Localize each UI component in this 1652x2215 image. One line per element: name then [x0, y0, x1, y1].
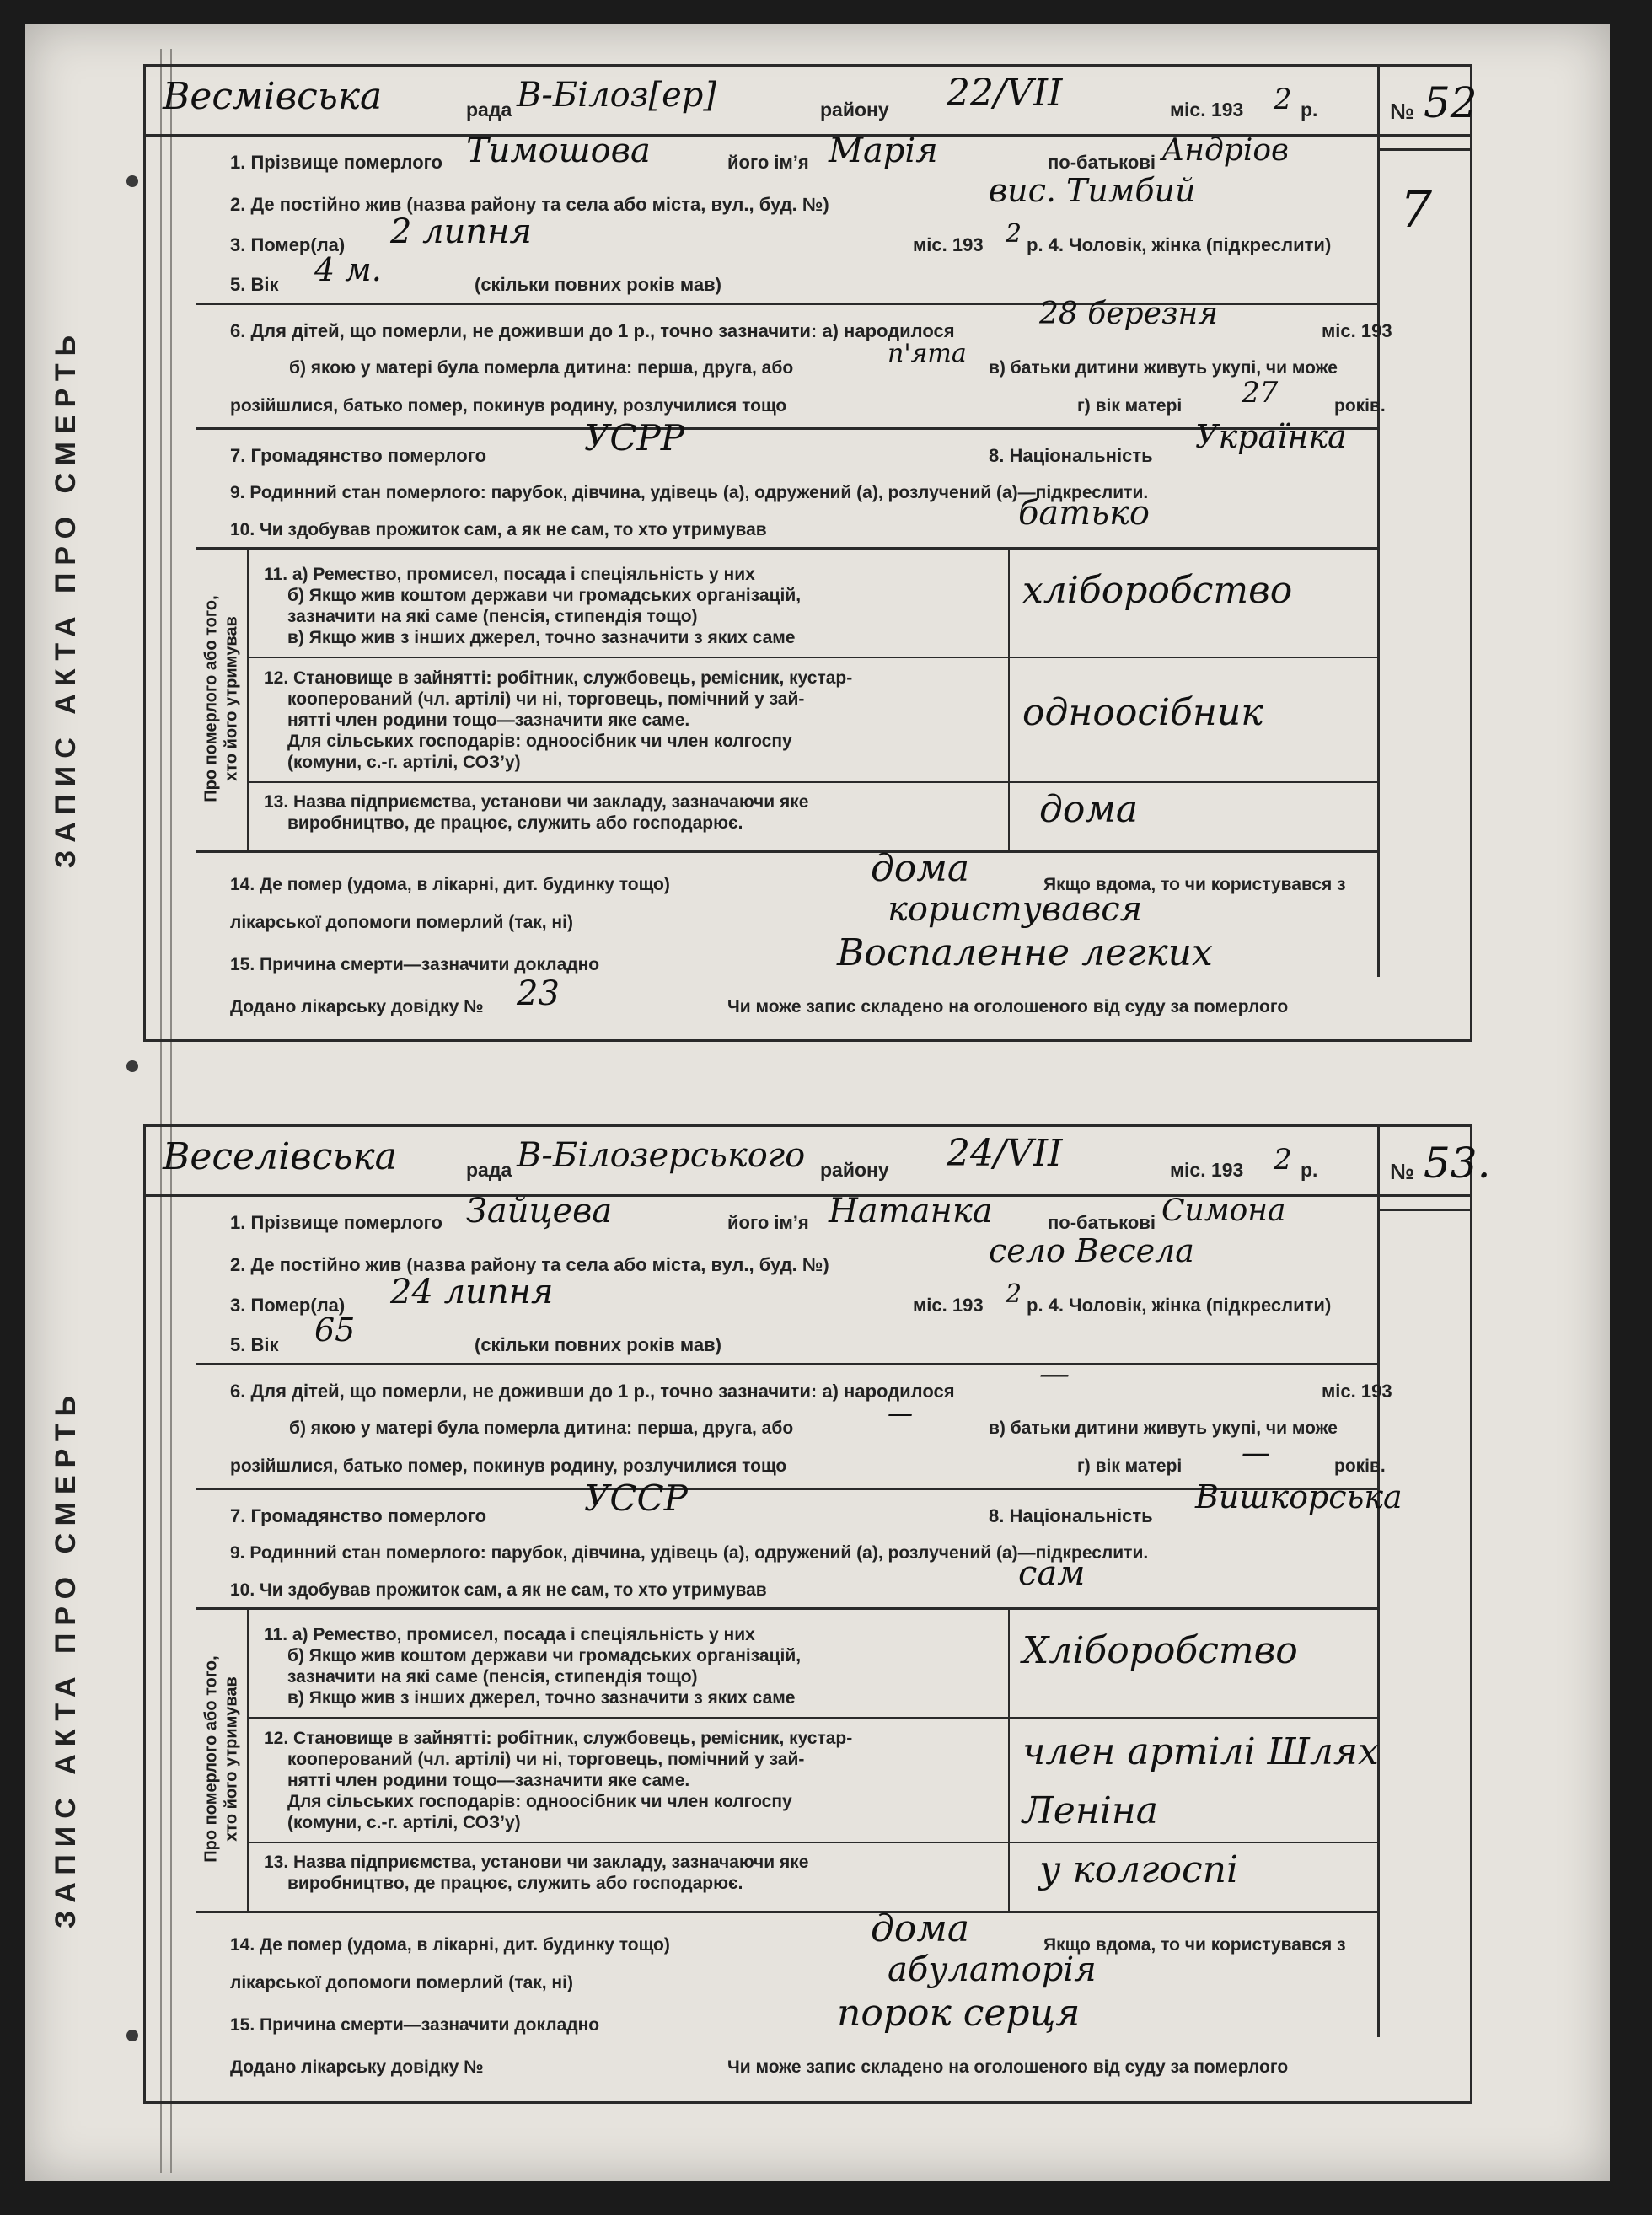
label-occupation-a: 11. а) Ремество, промисел, посада і спеціяльність у них	[264, 1625, 755, 1644]
nationality-value: Вишкорська	[1195, 1478, 1403, 1515]
label-death-place: 14. Де помер (удома, в лікарні, дит. будинку тощо)	[230, 875, 670, 894]
label-mother-age: г) вік матері	[1077, 1456, 1183, 1476]
year-suffix: р.	[1301, 1159, 1318, 1181]
mother-age-value: 27	[1242, 376, 1279, 410]
label-cause: 15. Причина смерти—зазначити докладно	[230, 955, 600, 974]
year-digit: 2	[1274, 83, 1292, 116]
label-home-help: Якщо вдома, то чи користувався з	[1043, 875, 1346, 894]
label-patronymic: по-батькові	[1048, 152, 1156, 173]
number-label: №	[1390, 1159, 1414, 1184]
label-years: років.	[1334, 396, 1386, 416]
label-workplace-a: 13. Назва підприємства, установи чи закладу, зазначаючи яке	[264, 1853, 809, 1872]
label-sex: р. 4. Чоловік, жінка (підкреслити)	[1027, 234, 1332, 255]
divider	[196, 1607, 1377, 1610]
label-surname: 1. Прізвище померлого	[230, 152, 442, 173]
death-place-value: дома	[871, 1907, 970, 1950]
rada-label: рада	[466, 99, 512, 121]
label-occupation-b: б) Якщо жив коштом держави чи громадських організацій,	[287, 586, 802, 605]
label-residence: 2. Де постійно жив (назва району та села або міста, вул., буд. №)	[230, 1254, 829, 1275]
divider	[247, 1607, 249, 1911]
label-which-child: б) якою у матері була померла дитина: перша, друга, або	[289, 1419, 794, 1438]
status-value: член артілі Шлях	[1022, 1730, 1379, 1773]
rayon-label: району	[820, 1159, 889, 1181]
right-margin-column	[1377, 151, 1470, 977]
record-number: 53.	[1424, 1139, 1491, 1188]
patronymic-value: Симона	[1161, 1193, 1286, 1228]
certificate-value: 23	[517, 974, 560, 1013]
label-workplace-b: виробництво, де працює, служить або господарює.	[287, 813, 743, 833]
form-header	[146, 67, 1470, 137]
label-status-b: кооперований (чл. артілі) чи ні, торговець, помічний у зай-	[287, 1750, 805, 1769]
punch-hole	[126, 175, 138, 187]
label-parents: в) батьки дитини живуть укупі, чи може	[989, 1419, 1338, 1438]
label-nationality: 8. Національність	[989, 1505, 1153, 1526]
label-court: Чи може запис складено на оголошеного від суду за померлого	[727, 2057, 1289, 2077]
label-occupation-b: б) Якщо жив коштом держави чи громадських організацій,	[287, 1646, 802, 1665]
age-value: 4 м.	[314, 251, 382, 288]
label-age-note: (скільки повних років мав)	[475, 274, 721, 295]
cause-value: порок серця	[837, 1992, 1081, 2035]
age-value: 65	[314, 1311, 356, 1349]
label-sex: р. 4. Чоловік, жінка (підкреслити)	[1027, 1295, 1332, 1316]
citizenship-value: УСРР	[584, 417, 685, 459]
supported-value: батько	[1018, 494, 1150, 533]
rada-label: рада	[466, 1159, 512, 1181]
side-title: ЗАПИС АКТА ПРО СМЕРТЬ	[50, 1387, 83, 1928]
label-status-d: Для сільських господарів: одноосібник чи член колгоспу	[287, 1792, 792, 1811]
supported-value: сам	[1018, 1554, 1086, 1593]
label-parents: в) батьки дитини живуть укупі, чи може	[989, 358, 1338, 378]
selrada-value: Веселівська	[163, 1135, 397, 1178]
divider	[196, 547, 1377, 550]
sub-section-label: Про померлого або того, хто його утримував	[202, 1655, 241, 1863]
record-number-box	[1377, 1127, 1491, 1211]
month-year-label: міс. 193	[1170, 1159, 1244, 1181]
rayon-value: В-Білоз[ер]	[517, 76, 716, 115]
patronymic-value: Андріов	[1161, 133, 1289, 168]
label-marital: 9. Родинний стан померлого: парубок, дівчина, удівець (а), одружений (а), розлучений (а)—підкреслити.	[230, 1543, 1149, 1563]
record-number-box	[1377, 67, 1478, 151]
label-patronymic: по-батькові	[1048, 1212, 1156, 1233]
mother-age-value: —	[1242, 1436, 1270, 1470]
punch-hole	[126, 1060, 138, 1072]
divider	[247, 1717, 1377, 1719]
divider	[1008, 547, 1010, 850]
label-status-d: Для сільських господарів: одноосібник чи член колгоспу	[287, 732, 792, 751]
label-status-e: (комуни, с.-г. артілі, СОЗ’у)	[287, 1813, 521, 1832]
sub-section-label: Про померлого або того, хто його утримував	[202, 595, 241, 802]
nationality-value: Українка	[1195, 418, 1347, 455]
divider	[196, 1363, 1377, 1365]
born-value: —	[1039, 1357, 1070, 1392]
label-occupation-c: зазначити на які саме (пенсія, стипендія тощо)	[287, 1667, 698, 1687]
label-occupation-c: зазначити на які саме (пенсія, стипендія тощо)	[287, 607, 698, 626]
label-medical-help: лікарської допомоги померлий (так, ні)	[230, 1973, 573, 1992]
label-status-c: нятті член родини тощо—зазначити яке саме.	[287, 711, 690, 730]
divider	[196, 1911, 1377, 1913]
divider	[1008, 1607, 1010, 1911]
surname-value: Зайцева	[466, 1192, 613, 1231]
label-occupation-d: в) Якщо жив з інших джерел, точно зазначити з яких саме	[287, 628, 796, 647]
label-citizenship: 7. Громадянство померлого	[230, 445, 487, 466]
label-born-month: міс. 193	[1322, 1381, 1392, 1402]
label-parents-2: розійшлися, батько помер, покинув родину, розлучилися тощо	[230, 1456, 787, 1476]
label-surname: 1. Прізвище померлого	[230, 1212, 442, 1233]
number-label: №	[1390, 99, 1414, 124]
month-year-label: міс. 193	[1170, 99, 1244, 121]
status-value-line-2: Леніна	[1022, 1789, 1159, 1832]
born-value: 28 березня	[1039, 297, 1219, 331]
selrada-value: Весмівська	[163, 75, 383, 118]
label-medical-help: лікарської допомоги померлий (так, ні)	[230, 913, 573, 932]
residence-value: вис. Тимбий	[989, 172, 1196, 209]
label-supported: 10. Чи здобував прожиток сам, а як не сам, то хто утримував	[230, 520, 767, 539]
form-header	[146, 1127, 1470, 1197]
label-mother-age: г) вік матері	[1077, 396, 1183, 416]
rayon-label: району	[820, 99, 889, 121]
right-mark: 7	[1400, 180, 1433, 239]
label-status-a: 12. Становище в зайнятті: робітник, службовець, ремісник, кустар-	[264, 668, 853, 688]
died-day-value: 2 липня	[390, 212, 532, 251]
year-suffix: р.	[1301, 99, 1318, 121]
occupation-value: Хліборобство	[1022, 1629, 1298, 1672]
death-record-form-1	[50, 64, 1478, 1042]
label-years: років.	[1334, 1456, 1386, 1476]
label-status-e: (комуни, с.-г. артілі, СОЗ’у)	[287, 753, 521, 772]
label-supported: 10. Чи здобував прожиток сам, а як не сам, то хто утримував	[230, 1580, 767, 1600]
death-place-value: дома	[871, 847, 970, 890]
cause-value: Воспаленне легких	[837, 931, 1213, 974]
divider	[247, 1842, 1377, 1843]
label-name: його ім’я	[727, 152, 809, 173]
label-age: 5. Вік	[230, 1334, 279, 1355]
label-status-b: кооперований (чл. артілі) чи ні, торговець, помічний у зай-	[287, 689, 805, 709]
workplace-value: у колгоспі	[1039, 1848, 1239, 1891]
died-year-digit: 2	[1006, 1279, 1022, 1309]
medical-help-value: користувався	[888, 890, 1143, 929]
label-workplace-b: виробництво, де працює, служить або господарює.	[287, 1874, 743, 1893]
which-child-value: п'ята	[888, 339, 967, 368]
rayon-value: В-Білозерського	[517, 1136, 806, 1175]
died-day-value: 24 липня	[390, 1273, 554, 1311]
right-margin-column	[1377, 1211, 1470, 2037]
label-cause: 15. Причина смерти—зазначити докладно	[230, 2015, 600, 2035]
residence-value: село Весела	[989, 1232, 1194, 1269]
occupation-value: хліборобство	[1022, 569, 1293, 612]
label-certificate: Додано лікарську довідку №	[230, 2057, 484, 2077]
label-residence: 2. Де постійно жив (назва району та села або міста, вул., буд. №)	[230, 194, 829, 215]
year-digit: 2	[1274, 1143, 1292, 1177]
death-record-form-2	[50, 1124, 1491, 2104]
surname-value: Тимошова	[466, 131, 651, 170]
divider	[247, 547, 249, 850]
label-court: Чи може запис складено на оголошеного від суду за померлого	[727, 997, 1289, 1016]
label-status-a: 12. Становище в зайнятті: робітник, службовець, ремісник, кустар-	[264, 1729, 853, 1748]
label-child-born: 6. Для дітей, що померли, не доживши до 1 р., точно зазначити: а) народилося	[230, 320, 955, 341]
died-year-digit: 2	[1006, 219, 1022, 249]
label-died: 3. Помер(ла)	[230, 234, 346, 255]
label-occupation-d: в) Якщо жив з інших джерел, точно зазначити з яких саме	[287, 1688, 796, 1708]
workplace-value: дома	[1039, 788, 1139, 831]
label-death-place: 14. Де помер (удома, в лікарні, дит. будинку тощо)	[230, 1935, 670, 1955]
label-age: 5. Вік	[230, 274, 279, 295]
label-home-help: Якщо вдома, то чи користувався з	[1043, 1935, 1346, 1955]
citizenship-value: УССР	[584, 1478, 688, 1519]
side-title: ЗАПИС АКТА ПРО СМЕРТЬ	[50, 327, 83, 868]
punch-hole	[126, 2030, 138, 2041]
label-occupation-a: 11. а) Ремество, промисел, посада і спеціяльність у них	[264, 565, 755, 584]
label-parents-2: розійшлися, батько помер, покинув родину, розлучилися тощо	[230, 396, 787, 416]
label-died: 3. Помер(ла)	[230, 1295, 346, 1316]
date-value: 22/VII	[947, 72, 1063, 115]
divider	[247, 657, 1377, 658]
label-child-born: 6. Для дітей, що померли, не доживши до 1 р., точно зазначити: а) народилося	[230, 1381, 955, 1402]
which-child-value: —	[888, 1399, 913, 1429]
divider	[247, 781, 1377, 783]
label-died-month: міс. 193	[913, 1295, 984, 1316]
name-value: Натанка	[829, 1192, 993, 1231]
label-name: його ім’я	[727, 1212, 809, 1233]
medical-help-value: абулаторія	[888, 1950, 1097, 1989]
name-value: Марія	[829, 131, 938, 170]
label-which-child: б) якою у матері була померла дитина: перша, друга, або	[289, 358, 794, 378]
label-certificate: Додано лікарську довідку №	[230, 997, 484, 1016]
label-nationality: 8. Національність	[989, 445, 1153, 466]
label-status-c: нятті член родини тощо—зазначити яке саме.	[287, 1771, 690, 1790]
date-value: 24/VII	[947, 1132, 1063, 1175]
label-citizenship: 7. Громадянство померлого	[230, 1505, 487, 1526]
record-number: 52	[1424, 78, 1478, 127]
label-age-note: (скільки повних років мав)	[475, 1334, 721, 1355]
divider	[196, 850, 1377, 853]
label-died-month: міс. 193	[913, 234, 984, 255]
label-workplace-a: 13. Назва підприємства, установи чи закладу, зазначаючи яке	[264, 792, 809, 812]
label-marital: 9. Родинний стан померлого: парубок, дівчина, удівець (а), одружений (а), розлучений (а)—підкреслити.	[230, 483, 1149, 502]
label-born-month: міс. 193	[1322, 320, 1392, 341]
status-value: одноосібник	[1022, 691, 1263, 734]
